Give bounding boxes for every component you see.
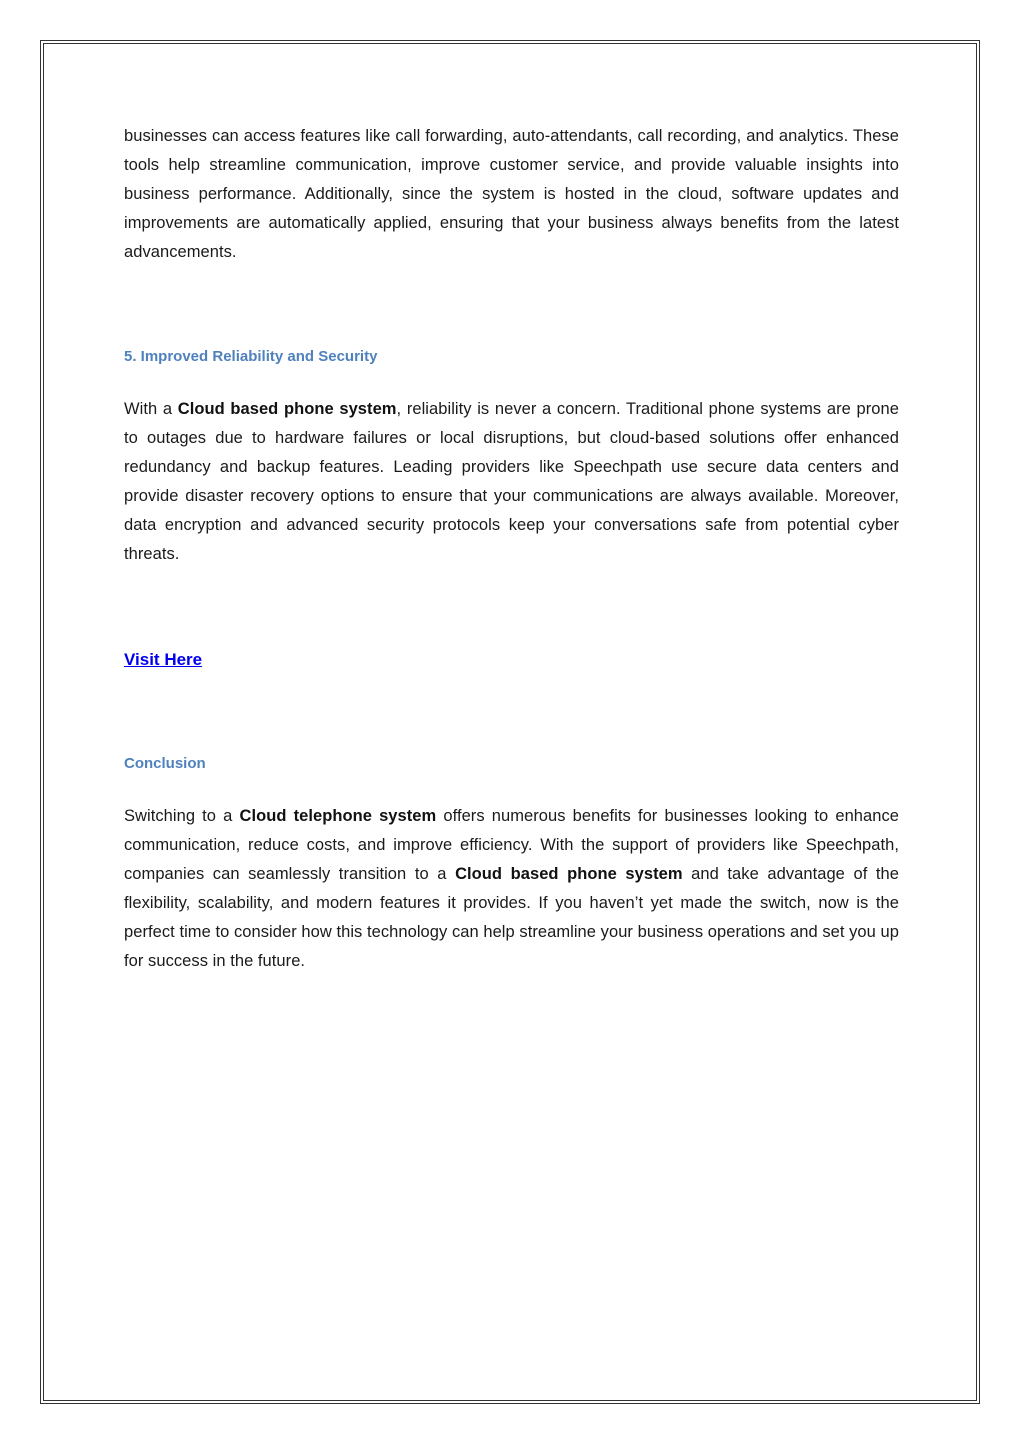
- conclusion-text-part3: and take advantage of the flexibility, scalability, and modern features it provides. If you haven’t yet made the switch, now is the perfect time to consider how this technology can help streamline your business operations and set you up for success in the future.: [124, 865, 899, 970]
- intro-paragraph: [124, 122, 899, 267]
- reliability-rest-text: , reliability is never a concern. Traditional phone systems are prone to outages due to hardware failures or local disruptions, but cloud-based solutions offer enhanced redundancy and backup features. Leading providers like Speechpath use secure data centers and provide disaster recovery options to ensure that your communications are always available. Moreover, data encryption and advanced security protocols keep your conversations safe from potential cyber threats.: [124, 400, 899, 563]
- conclusion-paragraph: [124, 802, 899, 976]
- conclusion-bold-term-1: Cloud telephone system: [239, 807, 437, 825]
- conclusion-heading: Conclusion: [124, 755, 206, 772]
- conclusion-text-part1: Switching to a: [124, 807, 240, 825]
- reliability-lead-text: With a: [124, 400, 178, 418]
- visit-here-link[interactable]: Visit Here: [124, 650, 203, 669]
- conclusion-bold-term-2: Cloud based phone system: [455, 865, 683, 883]
- conclusion-text-part2: offers numerous benefits for businesses looking to enhance communication, reduce costs, and improve efficiency. With the support of providers like Speechpath, companies can seamlessly transition to a: [124, 807, 899, 883]
- reliability-heading: 5. Improved Reliability and Security: [124, 348, 378, 365]
- reliability-paragraph: [124, 395, 899, 569]
- reliability-bold-term: Cloud based phone system: [177, 400, 397, 418]
- intro-text: businesses can access features like call forwarding, auto-attendants, call recording, and analytics. These tools help streamline communication, improve customer service, and provide valuable insights into business performance. Additionally, since the system is hosted in the cloud, software updates and improvements are automatically applied, ensuring that your business always benefits from the latest advancements.: [124, 127, 899, 261]
